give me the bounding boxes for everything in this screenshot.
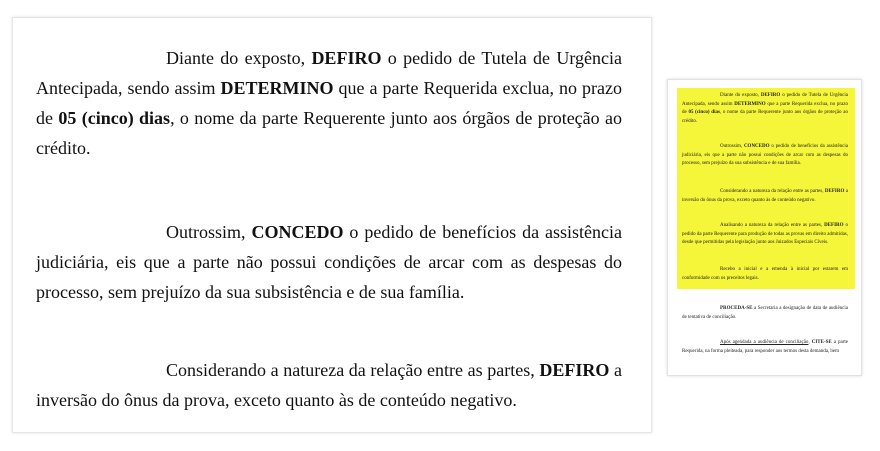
text: que a parte Requerida exclua, no prazo de: [682, 101, 848, 115]
text: , o nome da parte Requerente junto aos órgãos de proteção ao crédito.: [682, 110, 848, 124]
text: o pedido de benefícios da assistência judiciária, eis que a parte não possui condições de arcar com as despesas do processo, sem prejuízo da sua subsistência e de sua família.: [682, 144, 848, 166]
page-thumbnail[interactable]: [667, 79, 862, 376]
bold-text: 05 (cinco) dias: [58, 108, 171, 128]
text: , o nome da parte Requerente junto aos órgãos de proteção ao crédito.: [36, 108, 623, 158]
bold-text: DETERMINO: [220, 78, 334, 98]
text: a inversão do ônus da prova, exceto quanto às de conteúdo negativo.: [36, 360, 622, 410]
thumb-paragraph: [682, 143, 848, 169]
bold-text: DEFIRO: [760, 93, 781, 98]
text: a Secretaria a designação de data de audiência de tentativa de conciliação.: [682, 306, 848, 320]
bold-text: DEFIRO: [311, 48, 382, 68]
text: o pedido de Tutela de Urgência Antecipada, sendo assim: [682, 93, 848, 107]
text: a inversão do ônus da prova, exceto quanto às de conteúdo negativo.: [682, 189, 848, 203]
text: Considerando a natureza da relação entre as partes,: [166, 360, 540, 380]
text: a parte Requerida, na forma pleiteada, para responder aos termos desta demanda, bem: [682, 340, 849, 354]
text: o pedido de Tutela de Urgência Antecipada, sendo assim: [36, 48, 622, 98]
document-page: [12, 17, 652, 433]
text: Recebo a inicial e a emenda à inicial por estarem em conformidade com os preceitos legais.: [682, 267, 848, 281]
paragraph-inversao: [36, 355, 622, 415]
text: Outrossim,: [166, 222, 252, 242]
thumb-paragraph: [682, 222, 848, 248]
thumb-paragraph: [682, 188, 848, 205]
underlined-text: Após agendada a audiência de conciliação: [720, 340, 809, 345]
bold-text: DEFIRO: [824, 189, 845, 194]
bold-text: DEFIRO: [539, 360, 610, 380]
bold-text: CONCEDO: [251, 222, 344, 242]
text: ,: [808, 340, 812, 345]
bold-text: 05 (cinco) dias: [688, 110, 720, 115]
text: Outrossim,: [720, 144, 744, 149]
paragraph-assistencia: [36, 217, 622, 307]
text: o pedido da parte Requerente para produção de todas as provas em direito admitidas, desde que permitidas pela legislação junto aos Juizados Especiais Cíveis.: [682, 223, 849, 245]
bold-text: DEFIRO: [824, 223, 844, 228]
thumb-paragraph: [682, 305, 848, 322]
text: Diante do exposto,: [720, 93, 761, 98]
text: o pedido de benefícios da assistência judiciária, eis que a parte não possui condições de arcar com as despesas do processo, sem prejuízo da sua subsistência e de sua família.: [36, 222, 622, 302]
thumb-paragraph: [682, 92, 848, 126]
bold-text: PROCEDA-SE: [720, 306, 753, 311]
bold-text: CITE-SE: [811, 340, 832, 345]
text: Diante do exposto,: [166, 48, 312, 68]
thumb-paragraph: [682, 266, 848, 283]
bold-text: DETERMINO: [734, 101, 766, 107]
text: que a parte Requerida exclua, no prazo de: [36, 78, 622, 128]
text: Analisando a natureza da relação entre as partes,: [720, 223, 825, 228]
thumb-paragraph: [682, 339, 848, 356]
bold-text: CONCEDO: [743, 144, 770, 149]
paragraph-tutela: [36, 43, 622, 163]
text: Considerando a natureza da relação entre as partes,: [720, 189, 825, 194]
